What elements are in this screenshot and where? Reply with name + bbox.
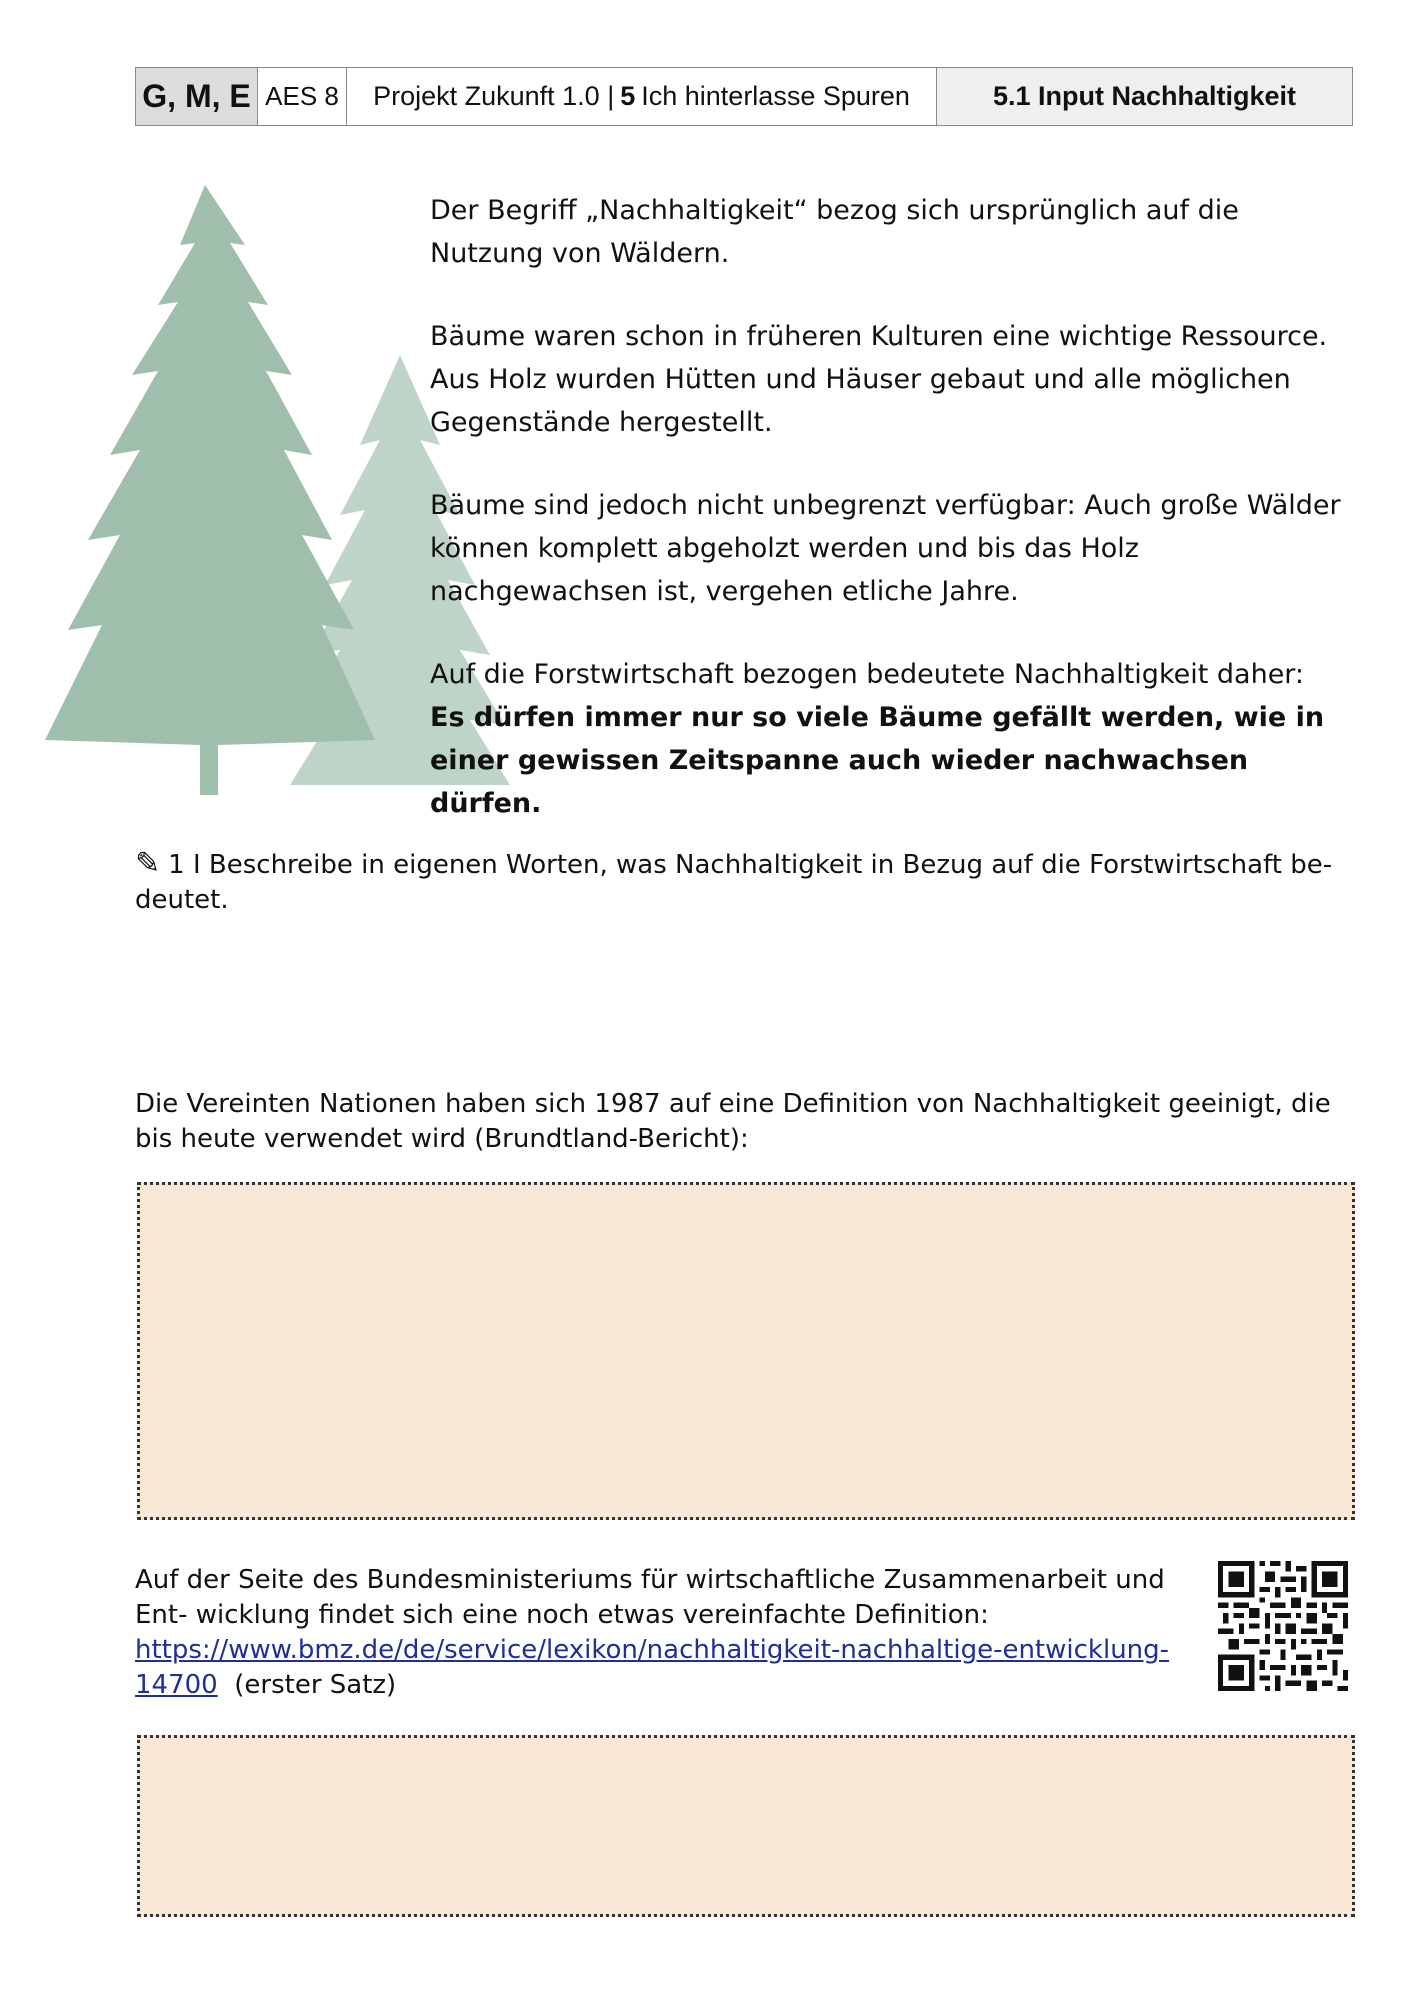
intro-paragraph-2: Bäume waren schon in früheren Kulturen eine wichtige Ressource. Aus Holz wurden Hütten und Häuser gebaut und alle möglichen Gegenstände hergestellt.	[430, 321, 1328, 438]
chapter-number: 5	[620, 81, 636, 111]
bmz-paragraph	[135, 1563, 1215, 1703]
project-cell	[347, 68, 937, 125]
pencil-icon: ✎	[135, 846, 161, 881]
task-number: 1 I	[168, 850, 201, 880]
task-1	[135, 846, 1355, 918]
class-cell: AES 8	[258, 68, 347, 125]
intro-paragraph-1: Der Begriff „Nachhaltigkeit“ bezog sich ursprünglich auf die Nutzung von Wäldern.	[430, 195, 1239, 269]
un-definition-intro: Die Vereinten Nationen haben sich 1987 auf eine Definition von Nachhaltigkeit geeinigt, die bis heute verwendet wird (Brundtland-Bericht):	[135, 1089, 1331, 1154]
intro-text	[430, 189, 1350, 825]
bmz-link[interactable]: https://www.bmz.de/de/service/lexikon/nachhaltigkeit-nachhaltige-entwicklung-14700	[135, 1635, 1170, 1700]
topic-cell: 5.1 Input Nachhaltigkeit	[937, 68, 1352, 125]
intro-paragraph-4-text: Auf die Forstwirtschaft bezogen bedeutete Nachhaltigkeit daher:	[430, 659, 1305, 690]
key-definition: Es dürfen immer nur so viele Bäume gefällt werden, wie in einer gewissen Zeitspanne auch wieder nachwachsen dürfen.	[430, 702, 1325, 819]
level-cell: G, M, E	[136, 68, 258, 125]
front-tree	[45, 185, 375, 795]
chapter-title: Ich hinterlasse Spuren	[641, 81, 910, 111]
worksheet-header	[135, 67, 1353, 126]
intro-paragraph-4	[430, 653, 1350, 825]
bmz-note: (erster Satz)	[234, 1670, 397, 1700]
project-title: Projekt Zukunft 1.0 |	[373, 81, 615, 111]
qr-code-icon[interactable]	[1218, 1561, 1348, 1691]
intro-paragraph-3: Bäume sind jedoch nicht unbegrenzt verfügbar: Auch große Wälder können komplett abgeholzt werden und bis das Holz nachgewachsen ist, vergehen etliche Jahre.	[430, 490, 1341, 607]
answer-box-bmz[interactable]	[137, 1735, 1355, 1917]
bmz-text: Auf der Seite des Bundesministeriums für wirtschaftliche Zusammenarbeit und Ent- wicklung findet sich eine noch etwas vereinfachte Definition:	[135, 1565, 1165, 1630]
answer-box-brundtland[interactable]	[137, 1182, 1355, 1520]
task-text: Beschreibe in eigenen Worten, was Nachhaltigkeit in Bezug auf die Forstwirtschaft be- deutet.	[135, 850, 1333, 915]
